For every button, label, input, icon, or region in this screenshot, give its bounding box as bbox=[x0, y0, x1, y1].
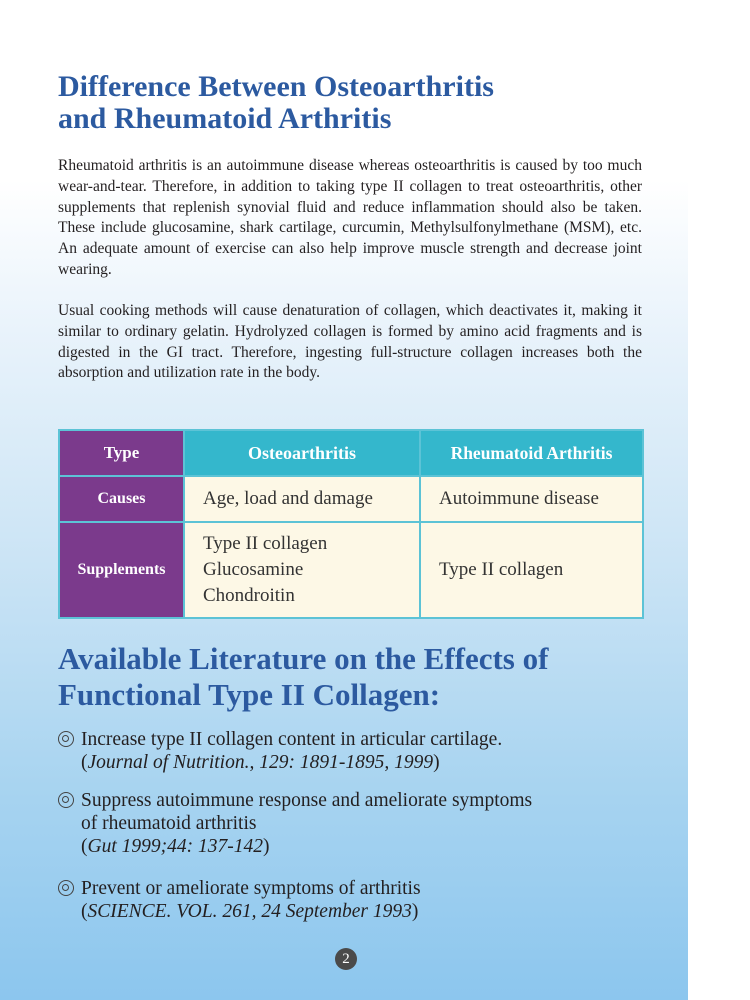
paragraph-cooking: Usual cooking methods will cause denaturation of collagen, which deactivates it, making it similar to ordinary gelatin. Hydrolyzed collagen is formed by amino acid fragments and is digested in the GI tract. Therefore, ingesting full-structure collagen increases both the absorption and utilization rate in the body. bbox=[58, 302, 642, 382]
title-line-2: Functional Type II Collagen: bbox=[58, 677, 441, 712]
literature-text bbox=[81, 728, 661, 774]
literature-text bbox=[81, 789, 661, 858]
cell-line: Chondroitin bbox=[203, 585, 295, 606]
literature-citation: (Gut 1999;44: 137-142) bbox=[81, 836, 270, 857]
paragraph-autoimmune: Rheumatoid arthritis is an autoimmune disease whereas osteoarthritis is caused by too much wear-and-tear. Therefore, in addition to taking type II collagen to treat osteoarthritis, other supplements that replenish synovial fluid and reduce inflammation should also be taken. These include glucosamine, shark cartilage, curcumin, Methylsulfonylmethane (MSM), etc. An adequate amount of exercise can also help improve muscle strength and decrease joint wearing. bbox=[58, 157, 642, 278]
cell-oa-causes bbox=[184, 476, 420, 522]
literature-text bbox=[81, 877, 661, 923]
table-row bbox=[59, 522, 643, 618]
page-margin-strip bbox=[688, 0, 750, 1000]
cell-ra-causes bbox=[420, 476, 643, 522]
citation-text: SCIENCE. VOL. 261, 24 September 1993 bbox=[87, 901, 412, 922]
literature-line: Increase type II collagen content in articular cartilage. bbox=[81, 729, 503, 750]
section-title-literature bbox=[58, 641, 658, 713]
page-number: 2 bbox=[335, 948, 357, 970]
header-rheumatoid: Rheumatoid Arthritis bbox=[420, 430, 643, 476]
literature-citation: (SCIENCE. VOL. 261, 24 September 1993) bbox=[81, 901, 419, 922]
table-row bbox=[59, 476, 643, 522]
cell-line: Age, load and damage bbox=[203, 488, 373, 509]
cell-line: Type II collagen bbox=[439, 559, 564, 580]
citation-text: Gut 1999;44: 137-142 bbox=[87, 836, 263, 857]
header-type: Type bbox=[59, 430, 184, 476]
section-title-difference bbox=[58, 71, 658, 135]
literature-line: of rheumatoid arthritis bbox=[81, 813, 257, 834]
literature-line: Prevent or ameliorate symptoms of arthritis bbox=[81, 878, 421, 899]
header-osteoarthritis: Osteoarthritis bbox=[184, 430, 420, 476]
cell-line: Autoimmune disease bbox=[439, 488, 599, 509]
citation-text: Journal of Nutrition., 129: 1891-1895, 1999 bbox=[87, 752, 434, 773]
cell-ra-supplements bbox=[420, 522, 643, 618]
cell-line: Type II collagen bbox=[203, 533, 328, 554]
title-line-2: and Rheumatoid Arthritis bbox=[58, 102, 392, 135]
cell-oa-supplements bbox=[184, 522, 420, 618]
row-label-causes: Causes bbox=[59, 476, 184, 522]
double-circle-bullet-icon bbox=[58, 731, 74, 747]
title-line-1: Available Literature on the Effects of bbox=[58, 641, 549, 676]
cell-line: Glucosamine bbox=[203, 559, 304, 580]
double-circle-bullet-icon bbox=[58, 792, 74, 808]
table-header-row bbox=[59, 430, 643, 476]
double-circle-bullet-icon bbox=[58, 880, 74, 896]
row-label-supplements: Supplements bbox=[59, 522, 184, 618]
comparison-table bbox=[58, 429, 644, 619]
title-line-1: Difference Between Osteoarthritis bbox=[58, 70, 494, 103]
literature-citation: (Journal of Nutrition., 129: 1891-1895, 1999) bbox=[81, 752, 440, 773]
literature-line: Suppress autoimmune response and ameliorate symptoms bbox=[81, 790, 533, 811]
